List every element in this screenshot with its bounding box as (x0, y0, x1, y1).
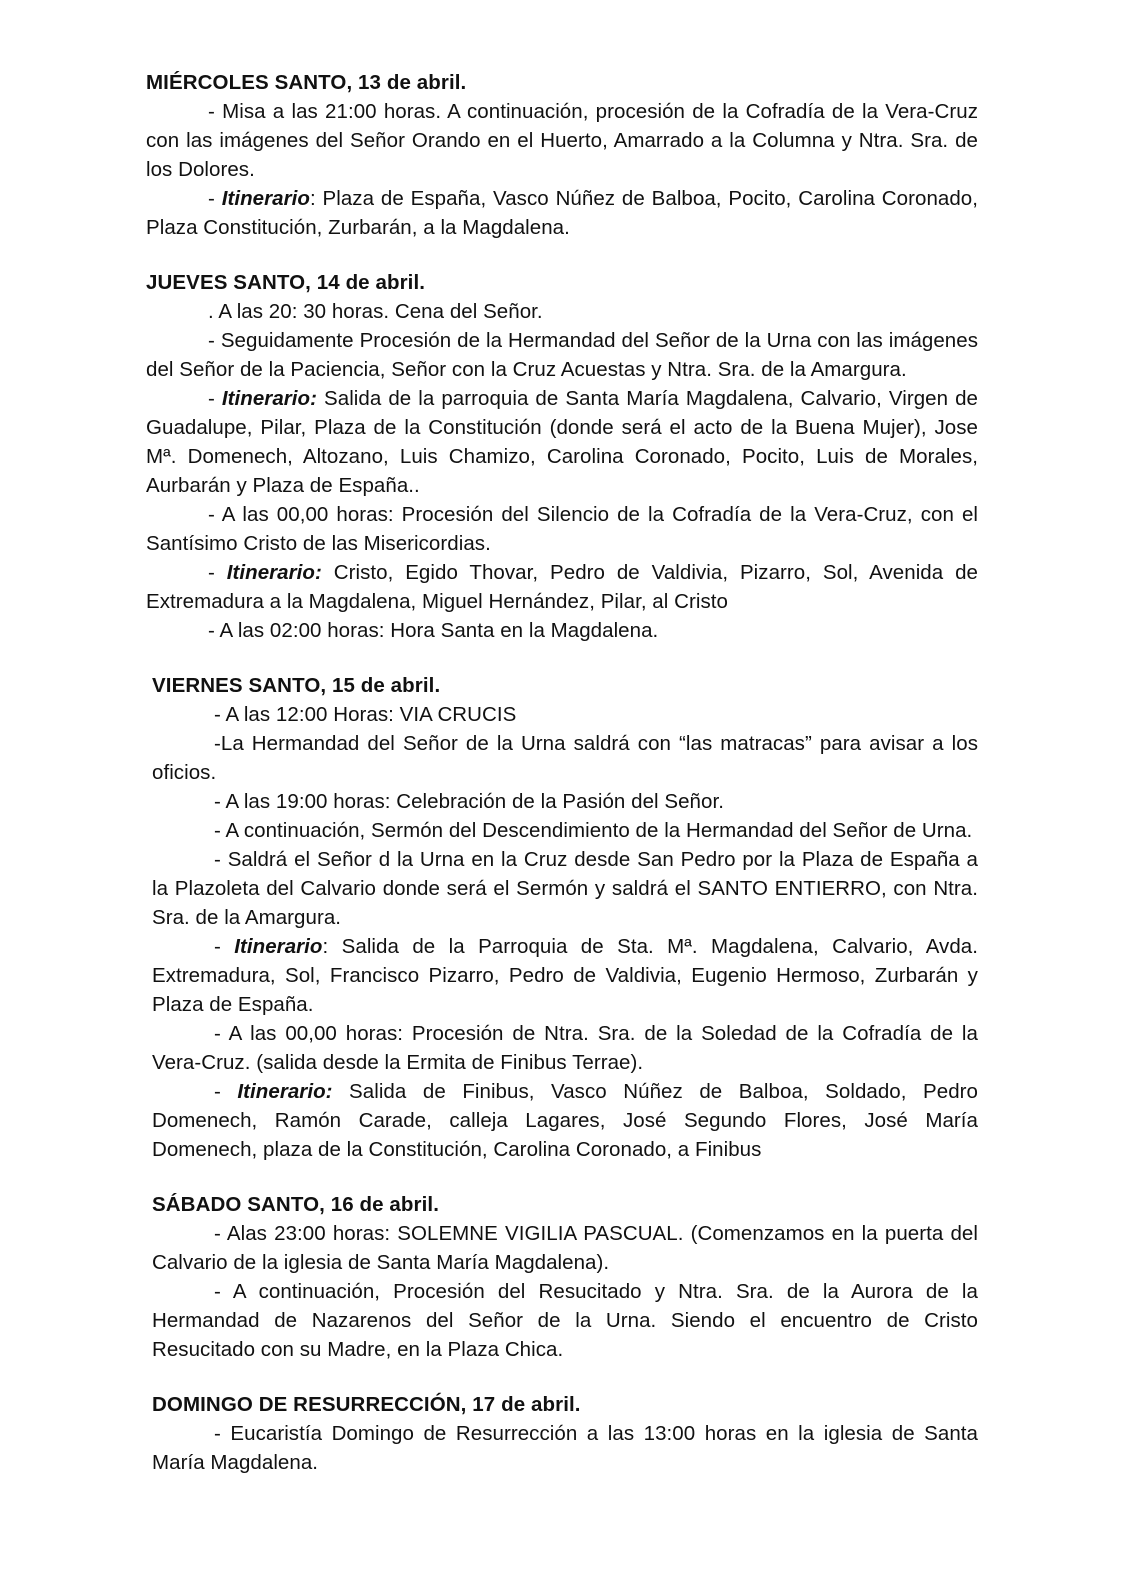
schedule-entry: - Seguidamente Procesión de la Hermandad del Señor de la Urna con las imágenes del Señor de la Paciencia, Señor con la Cruz Acuestas y Ntra. Sra. de la Amargura. (146, 329, 978, 381)
itinerary-entry: - Itinerario: Plaza de España, Vasco Núñez de Balboa, Pocito, Carolina Coronado, Plaza Constitución, Zurbarán, a la Magdalena. (146, 187, 978, 239)
schedule-entry: - A las 19:00 horas: Celebración de la Pasión del Señor. (214, 790, 724, 813)
itinerary-label: Itinerario: (226, 561, 322, 584)
schedule-entry: - Saldrá el Señor d la Urna en la Cruz desde San Pedro por la Plaza de España a la Plazoleta del Calvario donde será el Sermón y saldrá el SANTO ENTIERRO, con Ntra. Sra. de la Amargura. (152, 848, 978, 929)
day-title: SÁBADO SANTO, 16 de abril. (152, 1193, 440, 1216)
schedule-entry: - Alas 23:00 horas: SOLEMNE VIGILIA PASCUAL. (Comenzamos en la puerta del Calvario de la iglesia de Santa María Magdalena). (152, 1222, 978, 1274)
schedule-entry: . A las 20: 30 horas. Cena del Señor. (208, 300, 543, 323)
itinerary-label: Itinerario: (237, 1080, 333, 1103)
itinerary-label: Itinerario (221, 187, 310, 210)
itinerary-entry: - Itinerario: Cristo, Egido Thovar, Pedro de Valdivia, Pizarro, Sol, Avenida de Extremadura a la Magdalena, Miguel Hernández, Pilar, al Cristo (146, 561, 978, 613)
schedule-entry: - A las 12:00 Horas: VIA CRUCIS (214, 703, 517, 726)
itinerary-entry: - Itinerario: Salida de la parroquia de Santa María Magdalena, Calvario, Virgen de Guadalupe, Pilar, Plaza de la Constitución (donde será el acto de la Buena Mujer), Jose Mª. Domenech, Altozano, Luis Chamizo, Carolina Coronado, Pocito, Luis de Morales, Aurbarán y Plaza de España.. (146, 387, 978, 497)
schedule-entry: - Eucaristía Domingo de Resurrección a las 13:00 horas en la iglesia de Santa María Magdalena. (152, 1422, 978, 1474)
schedule-entry: -La Hermandad del Señor de la Urna saldrá con “las matracas” para avisar a los oficios. (152, 732, 978, 784)
day-title: VIERNES SANTO, 15 de abril. (152, 674, 441, 697)
itinerary-entry: - Itinerario: Salida de Finibus, Vasco Núñez de Balboa, Soldado, Pedro Domenech, Ramón Carade, calleja Lagares, José Segundo Flores, José María Domenech, plaza de la Constitución, Carolina Coronado, a Finibus (152, 1080, 978, 1161)
day-title: MIÉRCOLES SANTO, 13 de abril. (146, 71, 467, 94)
day-section-sabado (152, 1190, 978, 1364)
itinerary-label: Itinerario (234, 935, 323, 958)
document-page (146, 68, 978, 1477)
day-section-viernes (152, 671, 978, 1164)
schedule-entry: - A las 00,00 horas: Procesión del Silencio de la Cofradía de la Vera-Cruz, con el Santísimo Cristo de las Misericordias. (146, 503, 978, 555)
itinerary-entry: - Itinerario: Salida de la Parroquia de Sta. Mª. Magdalena, Calvario, Avda. Extremadura, Sol, Francisco Pizarro, Pedro de Valdivia, Eugenio Hermoso, Zurbarán y Plaza de España. (152, 935, 978, 1016)
schedule-entry: - A continuación, Procesión del Resucitado y Ntra. Sra. de la Aurora de la Hermandad de Nazarenos del Señor de la Urna. Siendo el encuentro de Cristo Resucitado con su Madre, en la Plaza Chica. (152, 1280, 978, 1361)
day-section-jueves (146, 268, 978, 645)
day-title: DOMINGO DE RESURRECCIÓN, 17 de abril. (152, 1393, 581, 1416)
schedule-entry: - A continuación, Sermón del Descendimiento de la Hermandad del Señor de Urna. (214, 819, 973, 842)
day-section-domingo (152, 1390, 978, 1477)
schedule-entry: - A las 02:00 horas: Hora Santa en la Magdalena. (208, 619, 659, 642)
day-title: JUEVES SANTO, 14 de abril. (146, 271, 426, 294)
schedule-entry: - A las 00,00 horas: Procesión de Ntra. Sra. de la Soledad de la Cofradía de la Vera-Cruz. (salida desde la Ermita de Finibus Terrae). (152, 1022, 978, 1074)
itinerary-label: Itinerario: (221, 387, 317, 410)
schedule-entry: - Misa a las 21:00 horas. A continuación, procesión de la Cofradía de la Vera-Cruz con las imágenes del Señor Orando en el Huerto, Amarrado a la Columna y Ntra. Sra. de los Dolores. (146, 100, 978, 181)
day-section-miercoles (146, 68, 978, 242)
